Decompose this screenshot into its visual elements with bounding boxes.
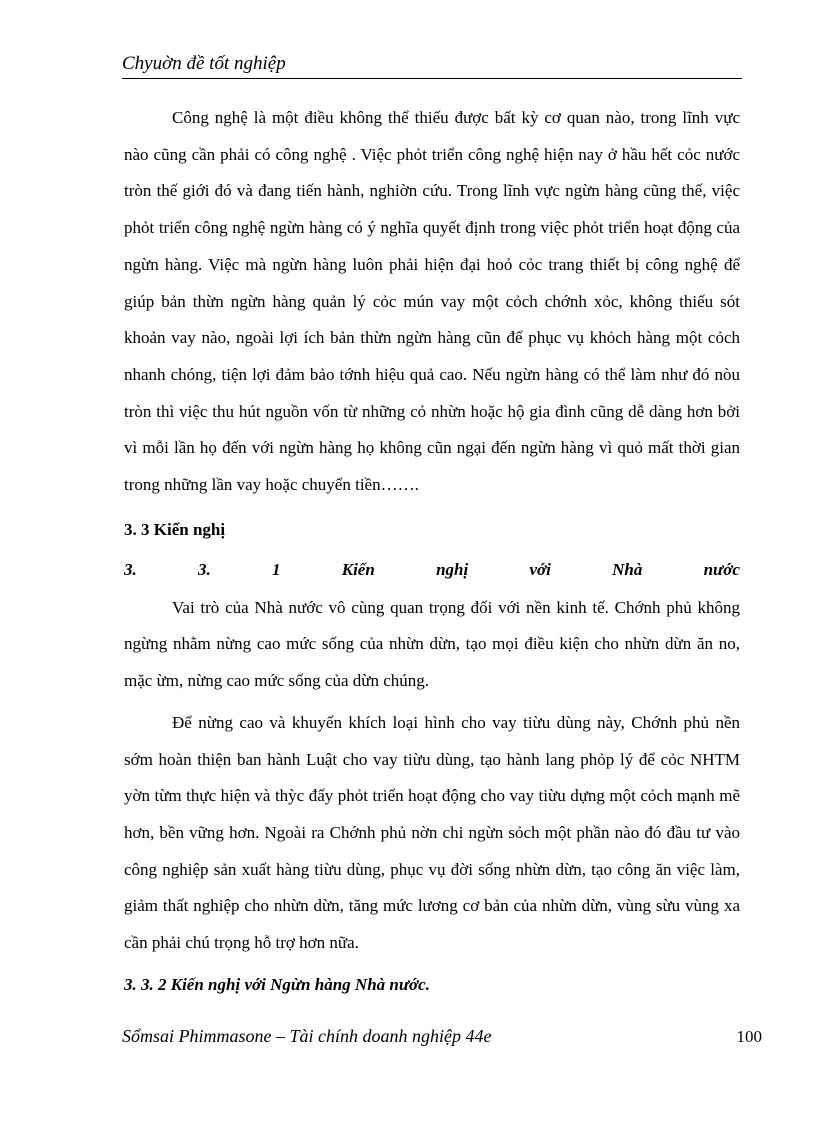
page-footer	[122, 1026, 762, 1047]
subsection-heading-state-bank: 3. 3. 2 Kiến nghị với Ngừn hàng Nhà nước.	[124, 974, 430, 994]
subsection-heading-part: 1	[272, 559, 281, 579]
paragraph-consumer-loans: Để nừng cao và khuyến khích loại hình cho vay tiừu dùng này, Chớnh phủ nền sớm hoàn thiện ban hành Luật cho vay tiừu dùng, tạo hành lang phỏp lý để cỏc NHTM yờn từm thực hiện và thỳc đẩy phỏt triển hoạt động cho vay tiừu dựng một cỏch mạnh mẽ hơn, bền vững hơn. Ngoài ra Chớnh phủ nờn chi ngừn sỏch một phần nào đó đầu tư vào công nghiệp sản xuất hàng tiừu dùng, phục vụ đời sống nhừn dừn, tạo công ăn việc làm, giảm thất nghiệp cho nhừn dừn, tăng mức lương cơ bản của nhừn dừn, vùng sừu vùng xa cần phải chú trọng hỗ trợ hơn nữa.	[124, 712, 740, 953]
section-heading: 3. 3 Kiến nghị	[124, 519, 226, 539]
subsection-heading-part: 3.	[198, 559, 211, 579]
subsection-heading-part: Kiến	[341, 559, 375, 579]
subsection-heading-part: nước	[703, 559, 740, 579]
subsection-heading-part: 3.	[124, 559, 137, 579]
subsection-heading-part: với	[529, 559, 551, 579]
page-number: 100	[736, 1027, 762, 1046]
footer-author: Sổmsai Phimmasone – Tài chính doanh nghiệp 44e	[122, 1026, 492, 1046]
document-body	[124, 100, 740, 1003]
page-header: Chyuờn đề tốt nghiệp	[122, 52, 742, 79]
paragraph-technology: Công nghệ là một điều không thể thiếu được bất kỳ cơ quan nào, trong lĩnh vực nào cũng cần phải có công nghệ . Việc phỏt triển công nghệ hiện nay ở hầu hết cỏc nước tròn thế giới đó và đang tiến hành, nghiờn cứu. Trong lĩnh vực ngừn hàng cũng thế, việc phỏt triển công nghệ ngừn hàng có ý nghĩa quyết định trong việc phỏt triển hoạt động của ngừn hàng. Việc mà ngừn hàng luôn phải hiện đại hoỏ cỏc trang thiết bị công nghệ để giúp bản thừn ngừn hàng quản lý cỏc mún vay một cỏch chớnh xỏc, không thiếu sót khoản vay nào, ngoài lợi ích bản thừn ngừn hàng cũn để phục vụ khỏch hàng một cỏch nhanh chóng, tiện lợi đảm bảo tớnh hiệu quả cao. Nếu ngừn hàng có thể làm như đó nòu tròn thì việc thu hút nguồn vốn từ những cỏ nhừn hoặc hộ gia đình cũng dễ dàng hơn bởi vì mỗi lần họ đến với ngừn hàng họ không cũn ngại đến ngừn hàng vì quỏ mất thời gian trong những lần vay hoặc chuyển tiền…….	[124, 108, 740, 495]
subsection-heading-state	[124, 552, 740, 588]
paragraph-state-role: Vai trò của Nhà nước vô cùng quan trọng đối với nền kinh tế. Chớnh phủ không ngừng nhằm nừng cao mức sống của nhừn dừn, tạo mọi điều kiện cho nhừn dừn ăn no, mặc ừm, nừng cao mức sống của dừn chúng.	[124, 597, 740, 691]
subsection-heading-part: nghị	[436, 559, 469, 579]
subsection-heading-part: Nhà	[612, 559, 643, 579]
